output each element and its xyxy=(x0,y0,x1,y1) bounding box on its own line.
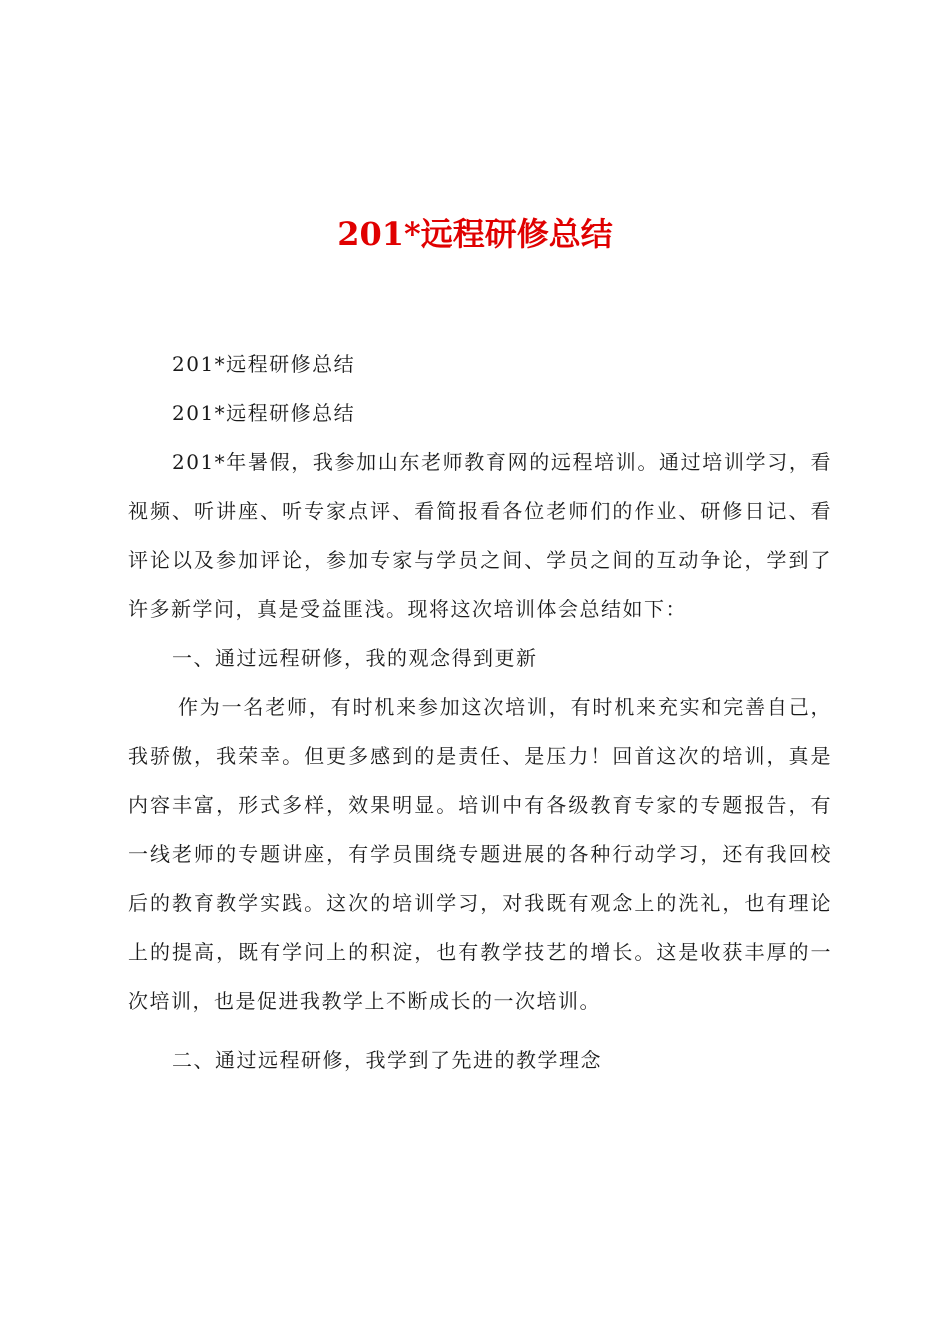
section-heading-1: 一、通过远程研修，我的观念得到更新 xyxy=(172,646,538,670)
document-title: 201*远程研修总结 xyxy=(337,215,613,253)
document-body xyxy=(128,340,832,1085)
paragraph-intro: 201*年暑假，我参加山东老师教育网的远程培训。通过培训学习，看视频、听讲座、听专家点评、看简报看各位老师们的作业、研修日记、看评论以及参加评论，参加专家与学员之间、学员之间的互动争论，学到了许多新学问，真是受益匪浅。现将这次培训体会总结如下： xyxy=(128,450,832,621)
section-heading-2: 二、通过远程研修，我学到了先进的教学理念 xyxy=(172,1048,602,1072)
paragraph-subtitle-2: 201*远程研修总结 xyxy=(172,401,356,425)
paragraph-section-1: 作为一名老师，有时机来参加这次培训，有时机来充实和完善自己，我骄傲，我荣幸。但更多感到的是责任、是压力！回首这次的培训，真是内容丰富，形式多样，效果明显。培训中有各级教育专家的专题报告，有一线老师的专题讲座，有学员围绕专题进展的各种行动学习，还有我回校后的教育教学实践。这次的培训学习，对我既有观念上的洗礼，也有理论上的提高，既有学问上的积淀，也有教学技艺的增长。这是收获丰厚的一次培训，也是促进我教学上不断成长的一次培训。 xyxy=(128,695,832,1013)
paragraph-subtitle-1: 201*远程研修总结 xyxy=(172,352,356,376)
